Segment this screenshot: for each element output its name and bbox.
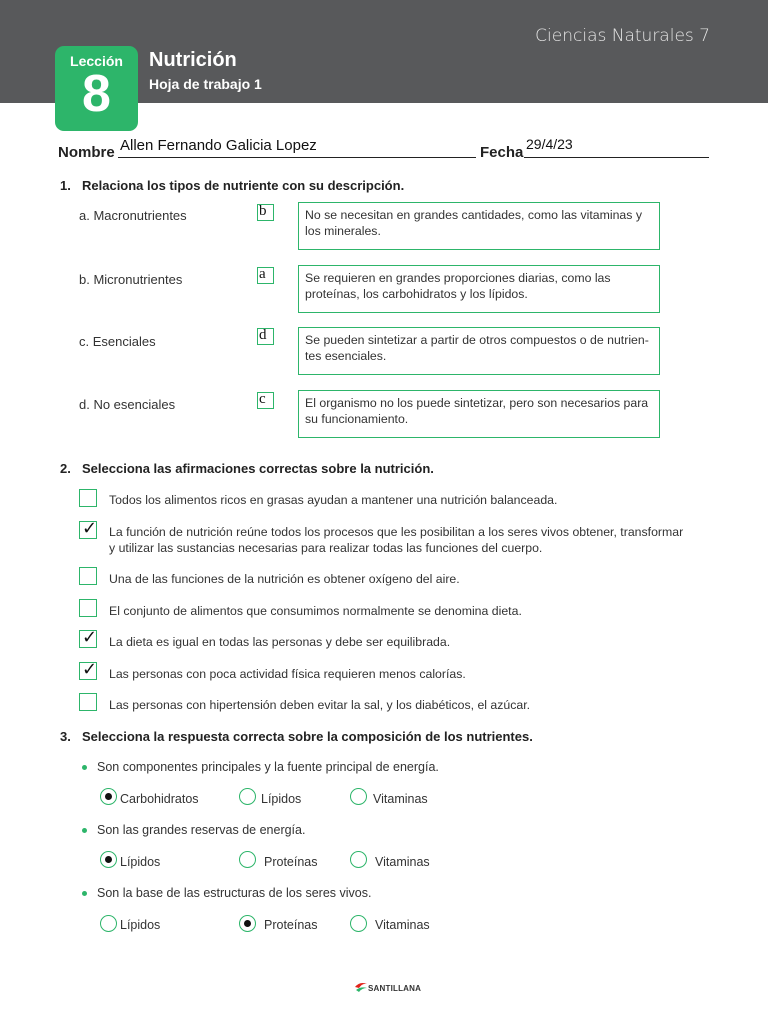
sub-question: Son la base de las estructuras de los seres vivos. xyxy=(97,886,372,900)
lesson-badge xyxy=(55,46,138,131)
radio-option[interactable] xyxy=(100,915,117,932)
question-prompt: Selecciona las afirmaciones correctas sobre la nutrición. xyxy=(82,461,434,476)
question-number: 1. xyxy=(60,178,71,193)
statement-text: La función de nutrición reúne todos los procesos que les posibilitan a los seres vivos obtener, transformar y utilizar las sustancias necesarias para realizar todas las funciones del cuerpo. xyxy=(109,525,684,555)
subject-title: Ciencias Naturales 7 xyxy=(535,26,710,46)
description-box: Se requieren en grandes proporciones diarias, como las proteínas, los carbohidratos y los lípidos. xyxy=(298,265,660,313)
option-label: Lípidos xyxy=(120,855,161,869)
radio-option[interactable] xyxy=(100,851,117,868)
question-3 xyxy=(60,729,533,744)
question-2 xyxy=(60,461,434,476)
answer-box-a[interactable]: b xyxy=(257,204,274,221)
statement-text: Una de las funciones de la nutrición es obtener oxígeno del aire. xyxy=(109,572,460,586)
option-label: Lípidos xyxy=(261,792,302,806)
publisher-logo-icon xyxy=(354,980,368,994)
bullet-icon xyxy=(82,828,87,833)
option-label: Proteínas xyxy=(264,918,318,932)
check-icon: ✓ xyxy=(82,518,98,539)
option-label: Carbohidratos xyxy=(120,792,199,806)
question-1 xyxy=(60,178,404,193)
statement-checkbox[interactable] xyxy=(79,489,97,507)
bullet-icon xyxy=(82,891,87,896)
answer-box-b[interactable]: a xyxy=(257,267,274,284)
name-label: Nombre xyxy=(58,144,115,161)
option-label: Vitaminas xyxy=(375,855,430,869)
page-title: Nutrición xyxy=(149,49,237,71)
question-prompt: Selecciona la respuesta correcta sobre la composición de los nutrientes. xyxy=(82,729,533,744)
description-box: Se pueden sintetizar a partir de otros compuestos o de nutrien- tes esenciales. xyxy=(298,327,660,375)
name-value: Allen Fernando Galicia Lopez xyxy=(120,137,317,154)
option-label: Vitaminas xyxy=(373,792,428,806)
description-box: No se necesitan en grandes cantidades, como las vitaminas y los minerales. xyxy=(298,202,660,250)
statement-text: Todos los alimentos ricos en grasas ayudan a mantener una nutrición balanceada. xyxy=(109,493,558,507)
option-label: Vitaminas xyxy=(375,918,430,932)
radio-option[interactable] xyxy=(239,788,256,805)
statement-text: Las personas con hipertensión deben evitar la sal, y los diabéticos, el azúcar. xyxy=(109,698,531,712)
radio-option[interactable] xyxy=(239,915,256,932)
statement-checkbox[interactable] xyxy=(79,599,97,617)
date-label: Fecha xyxy=(480,144,524,161)
statement-checkbox[interactable] xyxy=(79,567,97,585)
sub-question: Son componentes principales y la fuente principal de energía. xyxy=(97,760,439,774)
radio-option[interactable] xyxy=(239,851,256,868)
name-field[interactable] xyxy=(118,157,476,158)
answer-box-d[interactable]: c xyxy=(257,392,274,409)
term-b: b. Micronutrientes xyxy=(79,272,183,287)
statement-text: La dieta es igual en todas las personas y debe ser equilibrada. xyxy=(109,635,451,649)
sub-question: Son las grandes reservas de energía. xyxy=(97,823,306,837)
lesson-number: 8 xyxy=(82,65,111,123)
page-subtitle: Hoja de trabajo 1 xyxy=(149,76,262,92)
bullet-icon xyxy=(82,765,87,770)
statement-text: Las personas con poca actividad física requieren menos calorías. xyxy=(109,667,466,681)
date-value: 29/4/23 xyxy=(526,136,573,152)
lesson-label: Lección xyxy=(70,53,123,69)
publisher-logo xyxy=(354,979,422,995)
term-d: d. No esenciales xyxy=(79,397,176,412)
check-icon: ✓ xyxy=(82,659,98,680)
term-c: c. Esenciales xyxy=(79,334,156,349)
radio-option[interactable] xyxy=(350,851,367,868)
radio-option[interactable] xyxy=(350,788,367,805)
statement-checkbox[interactable] xyxy=(79,693,97,711)
statement-text: El conjunto de alimentos que consumimos normalmente se denomina dieta. xyxy=(109,604,522,618)
question-prompt: Relaciona los tipos de nutriente con su descripción. xyxy=(82,178,405,193)
question-number: 3. xyxy=(60,729,71,744)
option-label: Proteínas xyxy=(264,855,318,869)
radio-option[interactable] xyxy=(350,915,367,932)
statement-checkbox[interactable] xyxy=(79,659,98,680)
question-number: 2. xyxy=(60,461,71,476)
statement-checkbox[interactable] xyxy=(79,627,98,648)
check-icon: ✓ xyxy=(82,627,98,648)
option-label: Lípidos xyxy=(120,918,161,932)
radio-option[interactable] xyxy=(100,788,117,805)
statement-checkbox[interactable] xyxy=(79,518,98,539)
date-field[interactable] xyxy=(524,157,709,158)
term-a: a. Macronutrientes xyxy=(79,208,187,223)
description-box: El organismo no los puede sintetizar, pero son necesarios para su funcionamiento. xyxy=(298,390,660,438)
answer-box-c[interactable]: d xyxy=(257,328,274,345)
publisher-name: SANTILLANA xyxy=(368,984,422,993)
